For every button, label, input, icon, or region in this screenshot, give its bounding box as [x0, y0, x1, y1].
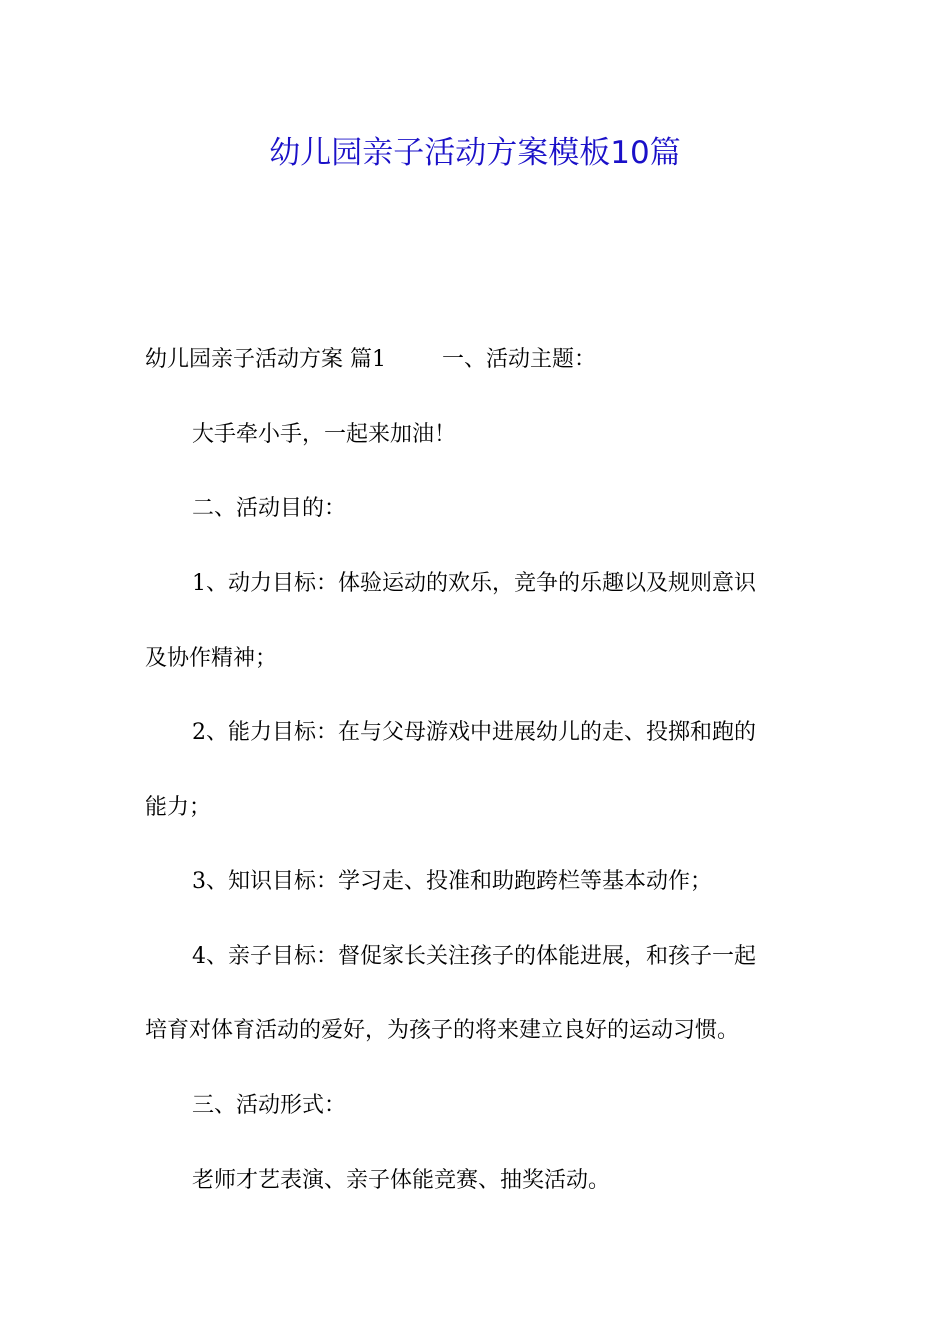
paragraph-line: 大手牵小手，一起来加油！ [192, 422, 457, 447]
paragraph-line: 及协作精神； [145, 646, 278, 671]
paragraph-line: 二、活动目的： [192, 496, 347, 521]
paragraph-line: 三、活动形式： [192, 1093, 347, 1118]
paragraph-line: 3、知识目标：学习走、投准和助跑跨栏等基本动作； [192, 869, 712, 894]
paragraph-line: 4、亲子目标：督促家长关注孩子的体能进展，和孩子一起 [192, 944, 756, 969]
paragraph-line: 1、动力目标：体验运动的欢乐，竞争的乐趣以及规则意识 [192, 571, 756, 596]
document-title: 幼儿园亲子活动方案模板10篇 [269, 135, 681, 171]
paragraph-line: 老师才艺表演、亲子体能竞赛、抽奖活动。 [192, 1168, 611, 1193]
paragraph-line: 2、能力目标：在与父母游戏中进展幼儿的走、投掷和跑的 [192, 720, 756, 745]
section-heading: 幼儿园亲子活动方案 篇1 [145, 347, 386, 372]
paragraph-line: 培育对体育活动的爱好，为孩子的将来建立良好的运动习惯。 [145, 1018, 740, 1043]
paragraph-line: 能力； [145, 795, 212, 820]
section-heading-line [145, 345, 596, 375]
activity-theme-heading: 一、活动主题： [442, 347, 597, 372]
